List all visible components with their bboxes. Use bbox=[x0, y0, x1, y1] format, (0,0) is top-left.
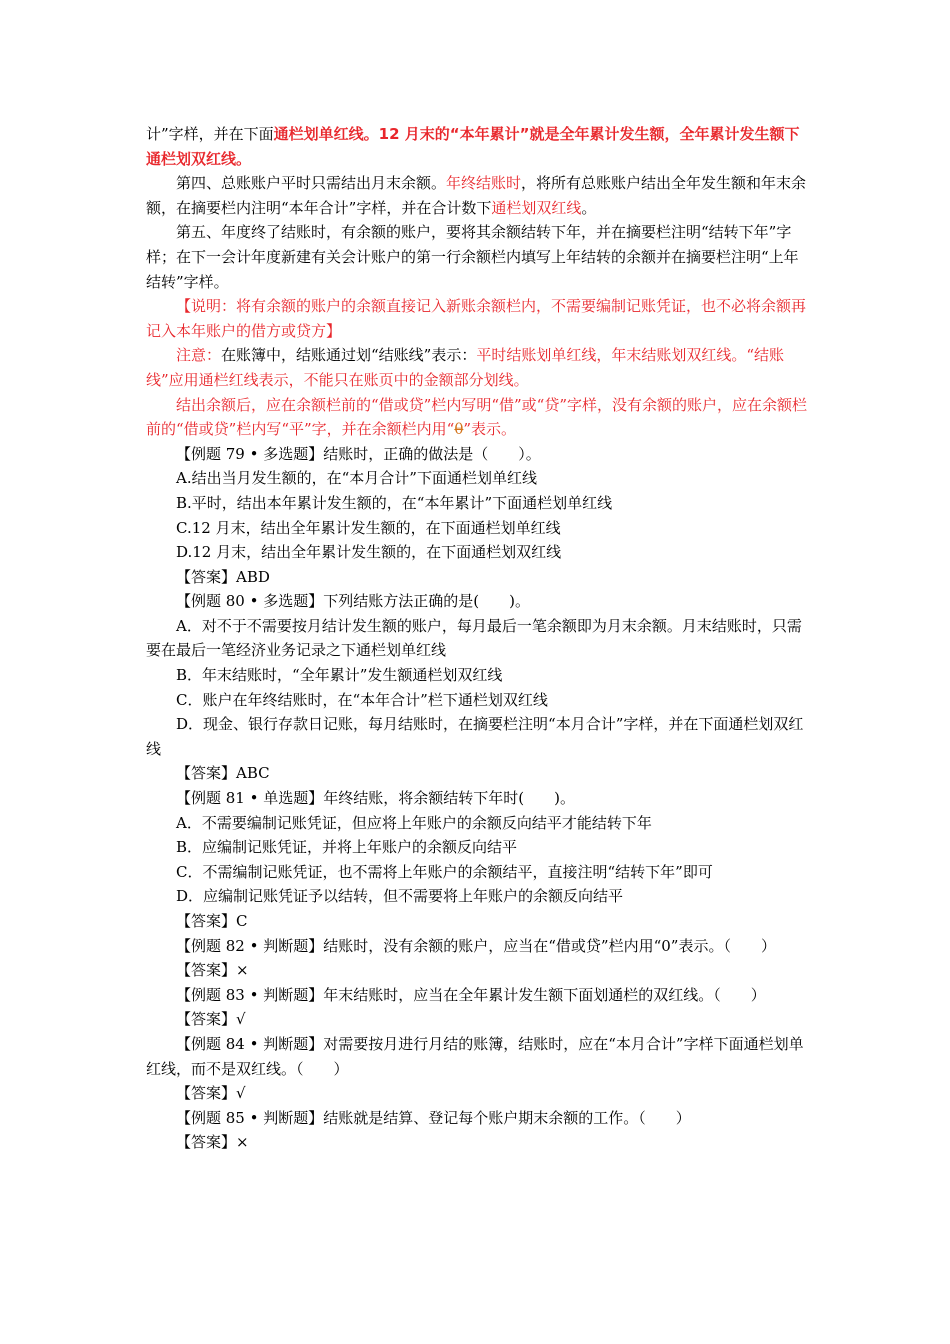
q81-option-b: B．应编制记账凭证，并将上年账户的余额反向结平 bbox=[176, 838, 518, 857]
rule-four-paragraph bbox=[146, 171, 810, 220]
q80-option-b: B．年末结账时，“全年累计”发生额通栏划双红线 bbox=[176, 666, 503, 685]
q79-option-d: D.12 月末，结出全年累计发生额的，在下面通栏划双红线 bbox=[176, 543, 562, 562]
q80-option-d: D．现金、银行存款日记账，每月结账时，在摘要栏注明“本月合计”字样，并在下面通栏划双红线 bbox=[146, 715, 804, 758]
q80-answer: 【答案】ABC bbox=[176, 764, 270, 783]
q81-option-a: A．不需要编制记账凭证，但应将上年账户的余额反向结平才能结转下年 bbox=[176, 813, 652, 832]
q79-option-c: C.12 月末，结出全年累计发生额的，在下面通栏划单红线 bbox=[176, 518, 561, 537]
q85-answer: 【答案】× bbox=[176, 1133, 249, 1152]
q79-option-b: B.平时，结出本年累计发生额的，在“本年累计”下面通栏划单红线 bbox=[176, 493, 613, 512]
q81-answer: 【答案】C bbox=[176, 912, 248, 930]
rule-four-end: 。 bbox=[581, 198, 597, 217]
q83-answer: 【答案】√ bbox=[176, 1010, 246, 1029]
q79-option-a: A.结出当月发生额的，在“本月合计”下面通栏划单红线 bbox=[176, 469, 537, 488]
q83-title: 【例题 83 • 判断题】年末结账时，应当在全年累计发生额下面划通栏的双红线。（ ） bbox=[176, 985, 766, 1004]
notice-paragraph bbox=[146, 343, 810, 392]
rule-four-text-2: ，将所有总账账户结出全年发生额和年末余额，在摘要栏内注明“本年合计”字样，并在合计数下 bbox=[146, 174, 807, 217]
balance-note-paragraph bbox=[146, 393, 810, 442]
q84-answer: 【答案】√ bbox=[176, 1084, 246, 1103]
rule-five-paragraph: 第五、年度终了结账时，有余额的账户，要将其余额结转下年，并在摘要栏注明“结转下年”字样；在下一会计年度新建有关会计账户的第一行余额栏内填写上年结转的余额并在摘要栏注明“上年结转”字样。 bbox=[146, 223, 799, 291]
q81-title: 【例题 81 • 单选题】年终结账，将余额结转下年时( )。 bbox=[176, 789, 575, 808]
notice-highlight: 平时结账划单红线，年末结账划双红线。“结账线”应用通栏红线表示，不能只在账页中的金额部分划线。 bbox=[146, 346, 785, 389]
q80-option-a: A．对不于不需要按月结计发生额的账户，每月最后一笔余额即为月末余额。月末结账时，只需要在最后一笔经济业务记录之下通栏划单红线 bbox=[146, 616, 802, 660]
q85-title: 【例题 85 • 判断题】结账就是结算、登记每个账户期末余额的工作。（ ） bbox=[176, 1108, 691, 1127]
intro-text: 计”字样，并在下面 bbox=[146, 125, 274, 143]
q82-answer: 【答案】× bbox=[176, 961, 249, 980]
notice-text: 在账簿中，结账通过划“结账线”表示： bbox=[221, 346, 477, 365]
intro-paragraph bbox=[146, 122, 810, 171]
rule-four-text: 第四、总账账户平时只需结出月末余额。 bbox=[176, 174, 447, 193]
document-page bbox=[146, 122, 810, 1155]
q81-option-c: C．不需编制记账凭证，也不需将上年账户的余额结平，直接注明“结转下年”即可 bbox=[176, 862, 713, 881]
rule-four-highlight-double-line: 通栏划双红线 bbox=[491, 198, 582, 217]
balance-note-text: 结出余额后，应在余额栏前的“借或贷”栏内写明“借”或“贷”字样，没有余额的账户，应在余额栏前的“借或贷”栏内写“平”字，并在余额栏内用“ bbox=[146, 395, 808, 439]
q80-option-c: C．账户在年终结账时，在“本年合计”栏下通栏划双红线 bbox=[176, 690, 548, 709]
q80-title: 【例题 80 • 多选题】下列结账方法正确的是( )。 bbox=[176, 592, 530, 611]
explain-note: 【说明：将有余额的账户的余额直接记入新账余额栏内，不需要编制记账凭证，也不必将余额再记入本年账户的借方或贷方】 bbox=[146, 297, 807, 340]
q81-option-d: D．应编制记账凭证予以结转，但不需要将上年账户的余额反向结平 bbox=[176, 887, 624, 906]
q82-title: 【例题 82 • 判断题】结账时，没有余额的账户，应当在“借或贷”栏内用“0”表示。（ ） bbox=[176, 936, 776, 955]
notice-label: 注意： bbox=[176, 346, 222, 365]
intro-highlight: 通栏划单红线。12 月末的“本年累计”就是全年累计发生额，全年累计发生额下通栏划双红线。 bbox=[146, 125, 800, 168]
balance-note-end: ”表示。 bbox=[463, 420, 517, 439]
rule-four-highlight-year-end: 年终结账时 bbox=[446, 174, 522, 193]
q79-title: 【例题 79 • 多选题】结账时，正确的做法是（ ）。 bbox=[176, 444, 541, 463]
q84-title: 【例题 84 • 判断题】对需要按月进行月结的账簿，结账时，应在“本月合计”字样下面通栏划单红线，而不是双红线。（ ） bbox=[146, 1034, 804, 1078]
q79-answer: 【答案】ABD bbox=[176, 567, 270, 586]
balance-note-symbol: θ bbox=[454, 420, 464, 439]
